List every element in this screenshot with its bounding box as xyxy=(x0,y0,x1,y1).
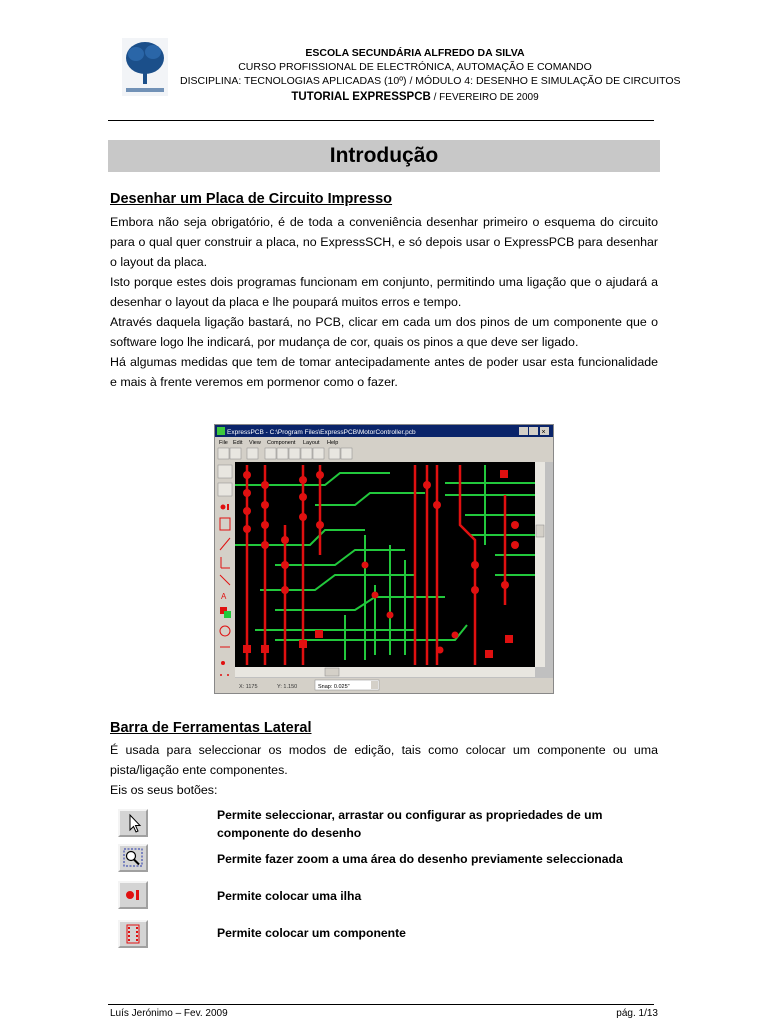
tutorial-date: / FEVEREIRO DE 2009 xyxy=(430,92,539,103)
section-body-toolbar xyxy=(110,740,658,800)
menu-edit[interactable]: Edit xyxy=(233,440,243,446)
top-toolbar[interactable] xyxy=(218,448,352,459)
header-rule xyxy=(108,120,654,121)
paragraph: Há algumas medidas que tem de tomar antecipadamente antes de poder usar esta funcionalidade e mais à frente veremos em pormenor como o fazer. xyxy=(110,355,658,389)
window-controls[interactable] xyxy=(519,427,549,436)
status-x: X: 1175 xyxy=(239,684,258,690)
horizontal-scrollbar[interactable] xyxy=(235,667,535,677)
zoom-area-icon xyxy=(118,844,148,872)
document-header xyxy=(122,38,681,103)
page-number: pág. 1/13 xyxy=(616,1008,658,1019)
button-description: Permite colocar uma ilha xyxy=(217,889,362,903)
school-name: ESCOLA SECUNDÁRIA ALFREDO DA SILVA xyxy=(305,47,525,59)
section-heading-pcb: Desenhar um Placa de Circuito Impresso xyxy=(110,191,393,207)
section-body-pcb xyxy=(110,212,658,392)
svg-text:×: × xyxy=(541,429,546,436)
discipline-name: DISCIPLINA: TECNOLOGIAS APLICADAS (10º) / MÓDULO 4: DESENHO E SIMULAÇÃO DE CIRCUITOS xyxy=(180,75,681,87)
component-icon xyxy=(118,920,148,948)
status-y: Y: 1.150 xyxy=(277,684,298,690)
expresspcb-screenshot xyxy=(214,424,554,694)
footer-rule xyxy=(108,1004,654,1005)
menu-view[interactable]: View xyxy=(249,440,261,446)
expresspcb-window xyxy=(215,425,553,693)
paragraph: Através daquela ligação bastará, no PCB, clicar em cada um dos pinos de um componente que o software logo lhe indicará, por mudança de cor, quais os pinos a que deve ser ligado. xyxy=(110,315,658,349)
page-footer xyxy=(110,1008,658,1019)
menu-help[interactable]: Help xyxy=(327,440,339,446)
page-title: Introdução xyxy=(329,144,439,167)
button-description: Permite fazer zoom a uma área do desenho previamente seleccionada xyxy=(217,852,623,866)
paragraph: Eis os seus botões: xyxy=(110,783,218,797)
menu-layout[interactable]: Layout xyxy=(303,440,320,446)
button-description: Permite colocar um componente xyxy=(217,926,406,940)
svg-text:A: A xyxy=(221,592,227,601)
course-name: CURSO PROFISSIONAL DE ELECTRÓNICA, AUTOMAÇÃO E COMANDO xyxy=(238,61,592,73)
menu-file[interactable]: File xyxy=(219,440,228,446)
window-title: ExpressPCB - C:\Program Files\ExpressPCB\MotorController.pcb xyxy=(227,429,416,436)
app-icon xyxy=(217,427,225,435)
paragraph: Embora não seja obrigatório, é de toda a conveniência desenhar primeiro o esquema do circuito para o qual quer construir a placa, no ExpressSCH, e só depois usar o ExpressPCB para desenhar o layout da placa. xyxy=(110,215,658,269)
section-heading-toolbar: Barra de Ferramentas Lateral xyxy=(110,720,312,736)
title-banner xyxy=(108,140,660,172)
snap-value: Snap: 0.025" xyxy=(318,684,350,690)
tutorial-title: TUTORIAL EXPRESSPCB xyxy=(291,91,431,103)
paragraph: É usada para seleccionar os modos de edição, tais como colocar um componente ou uma pista/ligação ente componentes. xyxy=(110,743,658,777)
footer-author: Luís Jerónimo – Fev. 2009 xyxy=(110,1008,228,1019)
pad-icon xyxy=(118,881,148,909)
menu-component[interactable]: Component xyxy=(267,440,296,446)
tutorial-line xyxy=(180,90,650,105)
tree-logo-icon xyxy=(122,38,168,96)
vertical-scrollbar[interactable] xyxy=(535,462,545,667)
arrow-select-icon xyxy=(118,809,148,837)
paragraph: Isto porque estes dois programas funcionam em conjunto, permitindo uma ligação que o ajudará a desenhar o layout da placa e lhe poupará muitos erros e tempo. xyxy=(110,275,658,309)
svg-text:File Edit View xyxy=(219,440,338,446)
button-description: Permite seleccionar, arrastar ou configurar as propriedades de um componente do desenho xyxy=(217,808,603,840)
